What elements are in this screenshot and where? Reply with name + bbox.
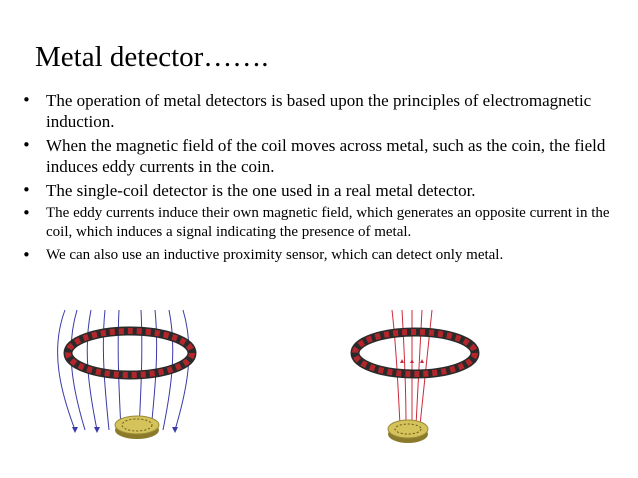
slide-title: Metal detector……. bbox=[35, 41, 269, 73]
bullet-item: • The eddy currents induce their own magnetic field, which generates an opposite current in the coil, which induces a signal indicating the presence of metal. bbox=[22, 204, 622, 242]
coil-illustration-blue bbox=[55, 305, 205, 455]
coil-ring bbox=[68, 331, 192, 375]
bullet-item: • We can also use an inductive proximity sensor, which can detect only metal. bbox=[22, 246, 622, 265]
bullet-list bbox=[22, 90, 622, 269]
coil-illustration-red bbox=[340, 305, 490, 455]
bullet-item: • When the magnetic field of the coil moves across metal, such as the coin, the field induces eddy currents in the coin. bbox=[22, 135, 622, 177]
field-lines-red bbox=[392, 310, 432, 425]
coin bbox=[388, 420, 428, 443]
bullet-item: • The operation of metal detectors is based upon the principles of electromagnetic induction. bbox=[22, 90, 622, 132]
coil-ring bbox=[355, 332, 475, 374]
arrowheads-red bbox=[400, 359, 424, 363]
bullet-item: • The single-coil detector is the one used in a real metal detector. bbox=[22, 180, 622, 201]
coin bbox=[115, 416, 159, 439]
